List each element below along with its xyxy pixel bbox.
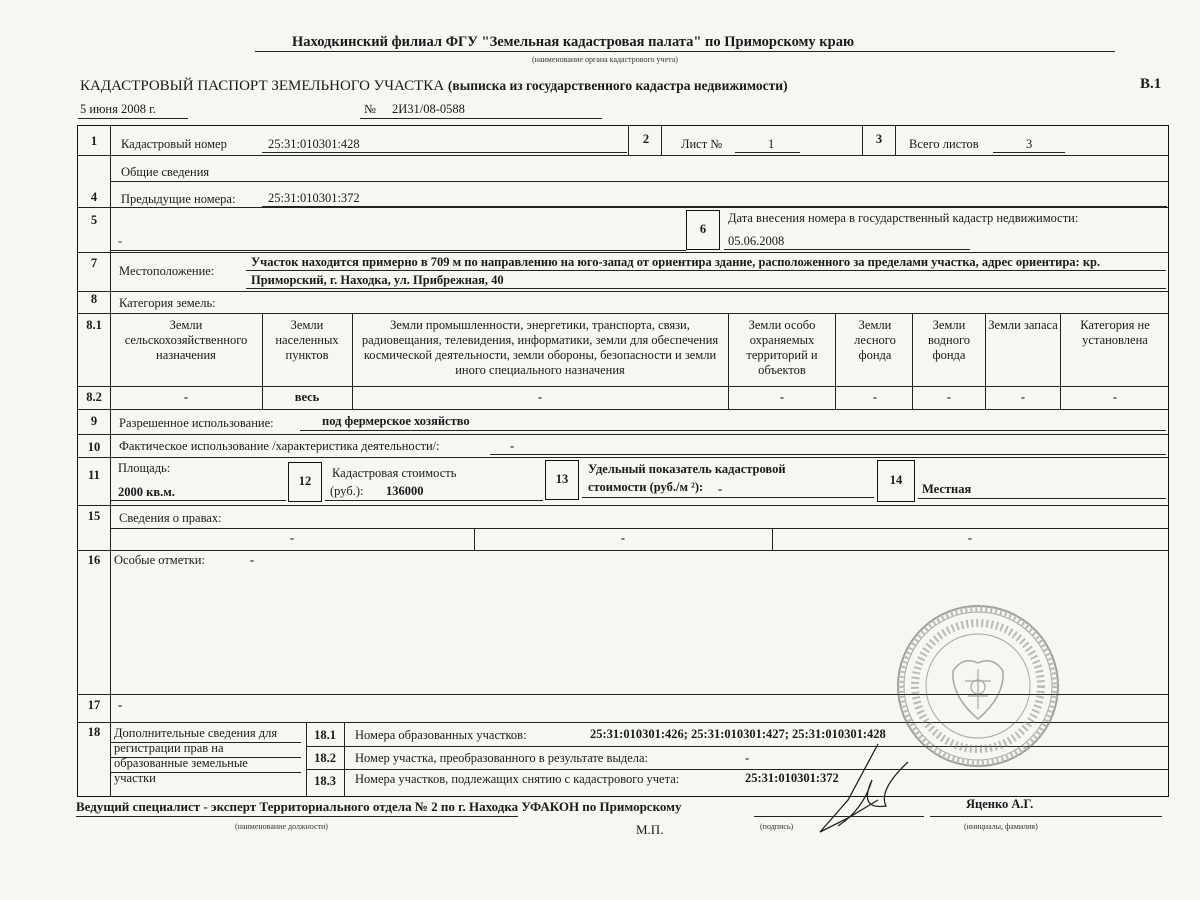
- val-reserve: -: [1020, 390, 1026, 404]
- row-17-number: 17: [87, 698, 101, 712]
- permitted-use-label: Разрешенное использование:: [119, 416, 274, 430]
- row-17-value: -: [118, 698, 123, 712]
- registration-date-label: Дата внесения номера в государственный кадастр недвижимости:: [728, 211, 1079, 225]
- position-caption: (наименование должности): [235, 822, 328, 831]
- org-caption: (наименование органа кадастрового учета): [532, 55, 678, 64]
- special-marks: -: [250, 553, 255, 567]
- signature-caption: (подпись): [760, 822, 794, 831]
- rights-col-1: -: [289, 531, 295, 545]
- name-caption: (инициалы, фамилия): [964, 822, 1038, 831]
- val-not-set: -: [1112, 390, 1118, 404]
- area-label: Площадь:: [118, 461, 171, 475]
- signer-position: Ведущий специалист - эксперт Территориального отдела № 2 по г. Находка УФАКОН по Приморскому: [76, 799, 682, 814]
- specific-cost-unit: стоимости (руб./м ²):: [588, 480, 704, 494]
- row-10-number: 10: [87, 440, 101, 454]
- val-industry: -: [537, 390, 543, 404]
- formed-parcels-label: Номера образованных участков:: [355, 728, 527, 742]
- row-14-value: Местная: [922, 482, 972, 496]
- transformed-parcel: -: [745, 751, 750, 765]
- category-agricultural: Земли сельскохозяйственного назначения: [124, 318, 248, 362]
- rights-col-3: -: [967, 531, 973, 545]
- transformed-parcel-label: Номер участка, преобразованного в результате выдела:: [355, 751, 649, 765]
- val-agricultural: -: [183, 390, 189, 404]
- formed-parcels: 25:31:010301:426; 25:31:010301:427; 25:31:010301:428: [590, 727, 886, 741]
- category-water: Земли водного фонда: [927, 318, 971, 362]
- category-not-set: Категория не установлена: [1080, 318, 1150, 347]
- rights-label: Сведения о правах:: [119, 511, 222, 525]
- land-category-label: Категория земель:: [119, 296, 216, 310]
- val-settlements: весь: [294, 390, 320, 404]
- row-8-number: 8: [90, 292, 98, 306]
- row-8-1-number: 8.1: [86, 318, 102, 332]
- rights-col-2: -: [620, 531, 626, 545]
- row-18-1-number: 18.1: [314, 728, 336, 742]
- row-9-number: 9: [90, 414, 98, 428]
- doc-number-label: №: [364, 102, 376, 116]
- registration-date: 05.06.2008: [728, 234, 785, 248]
- specific-cost: -: [718, 482, 723, 496]
- row-7-number: 7: [90, 256, 98, 270]
- sheet-label: Лист №: [681, 137, 723, 151]
- row-14-number: 14: [889, 473, 903, 487]
- row-2-number: 2: [642, 132, 650, 146]
- signature-mark: [808, 740, 918, 840]
- cadastral-cost-unit: (руб.):: [330, 484, 364, 498]
- row-12-number: 12: [298, 474, 312, 488]
- total-sheets-label: Всего листов: [909, 137, 979, 151]
- cadastral-cost: 136000: [386, 484, 424, 498]
- previous-numbers-label: Предыдущие номера:: [121, 192, 236, 206]
- category-industry: Земли промышленности, энергетики, транспорта, связи, радиовещания, телевидения, информатики, земли для обеспечения космической деятельности, земли обороны, безопасности и земли иного специального назначения: [361, 318, 719, 377]
- row-18-3-number: 18.3: [314, 774, 336, 788]
- row-4-number: 4: [90, 190, 98, 204]
- location-value: Участок находится примерно в 709 м по направлению на юго-запад от ориентира здание, расположенного за пределами участка, адрес ориентира: кр. Приморский, г. Находка, ул. Прибрежная, 40: [251, 255, 1101, 287]
- row-5-number: 5: [90, 213, 98, 227]
- doc-title-main: КАДАСТРОВЫЙ ПАСПОРТ ЗЕМЕЛЬНОГО УЧАСТКА: [80, 78, 445, 94]
- row-6-number: 6: [699, 222, 707, 236]
- row-18-number: 18: [87, 725, 101, 739]
- total-sheets: 3: [1026, 137, 1033, 151]
- row-8-2-number: 8.2: [86, 390, 102, 404]
- actual-use: -: [510, 439, 515, 453]
- val-protected: -: [779, 390, 785, 404]
- doc-date: 5 июня 2008 г.: [80, 102, 156, 116]
- cadastral-number: 25:31:010301:428: [268, 137, 360, 151]
- row-1-number: 1: [90, 134, 98, 148]
- actual-use-label: Фактическое использование /характеристика деятельности/:: [119, 439, 440, 453]
- category-reserve: Земли запаса: [988, 318, 1058, 332]
- category-protected: Земли особо охраняемых территорий и объектов: [746, 318, 818, 377]
- additional-info-label: Дополнительные сведения для регистрации прав на образованные земельные участки: [114, 726, 278, 785]
- org-name: Находкинский филиал ФГУ "Земельная кадастровая палата" по Приморскому краю: [292, 34, 855, 50]
- cadastral-cost-label: Кадастровая стоимость: [332, 466, 457, 480]
- row-11-number: 11: [88, 468, 100, 482]
- category-settlements: Земли населенных пунктов: [275, 318, 339, 362]
- official-stamp: [893, 601, 1063, 771]
- permitted-use: под фермерское хозяйство: [322, 414, 470, 428]
- form-code: В.1: [1140, 76, 1162, 92]
- doc-number: 2И31/08-0588: [392, 102, 465, 116]
- val-forest: -: [872, 390, 878, 404]
- row-3-number: 3: [875, 132, 883, 146]
- signer-name: Яценко А.Г.: [966, 797, 1034, 811]
- category-forest: Земли лесного фонда: [854, 318, 896, 362]
- cadastral-number-label: Кадастровый номер: [121, 137, 227, 151]
- general-info-heading: Общие сведения: [121, 165, 210, 179]
- doc-title: [80, 78, 788, 95]
- stamp-place: М.П.: [636, 822, 664, 837]
- sheet-number: 1: [768, 137, 775, 151]
- specific-cost-label: Удельный показатель кадастровой: [588, 462, 786, 476]
- row-18-2-number: 18.2: [314, 751, 336, 765]
- previous-numbers: 25:31:010301:372: [268, 191, 360, 205]
- doc-subtitle: (выписка из государственного кадастра недвижимости): [447, 78, 788, 93]
- val-water: -: [946, 390, 952, 404]
- removed-parcels: 25:31:010301:372: [745, 771, 839, 785]
- row-15-number: 15: [87, 509, 101, 523]
- area-value: 2000 кв.м.: [118, 485, 175, 499]
- row-13-number: 13: [555, 472, 569, 486]
- row-5-value: -: [118, 234, 123, 248]
- row-16-number: 16: [87, 553, 101, 567]
- location-label: Местоположение:: [119, 264, 215, 278]
- special-marks-label: Особые отметки:: [114, 553, 205, 567]
- removed-parcels-label: Номера участков, подлежащих снятию с кадастрового учета:: [355, 772, 680, 786]
